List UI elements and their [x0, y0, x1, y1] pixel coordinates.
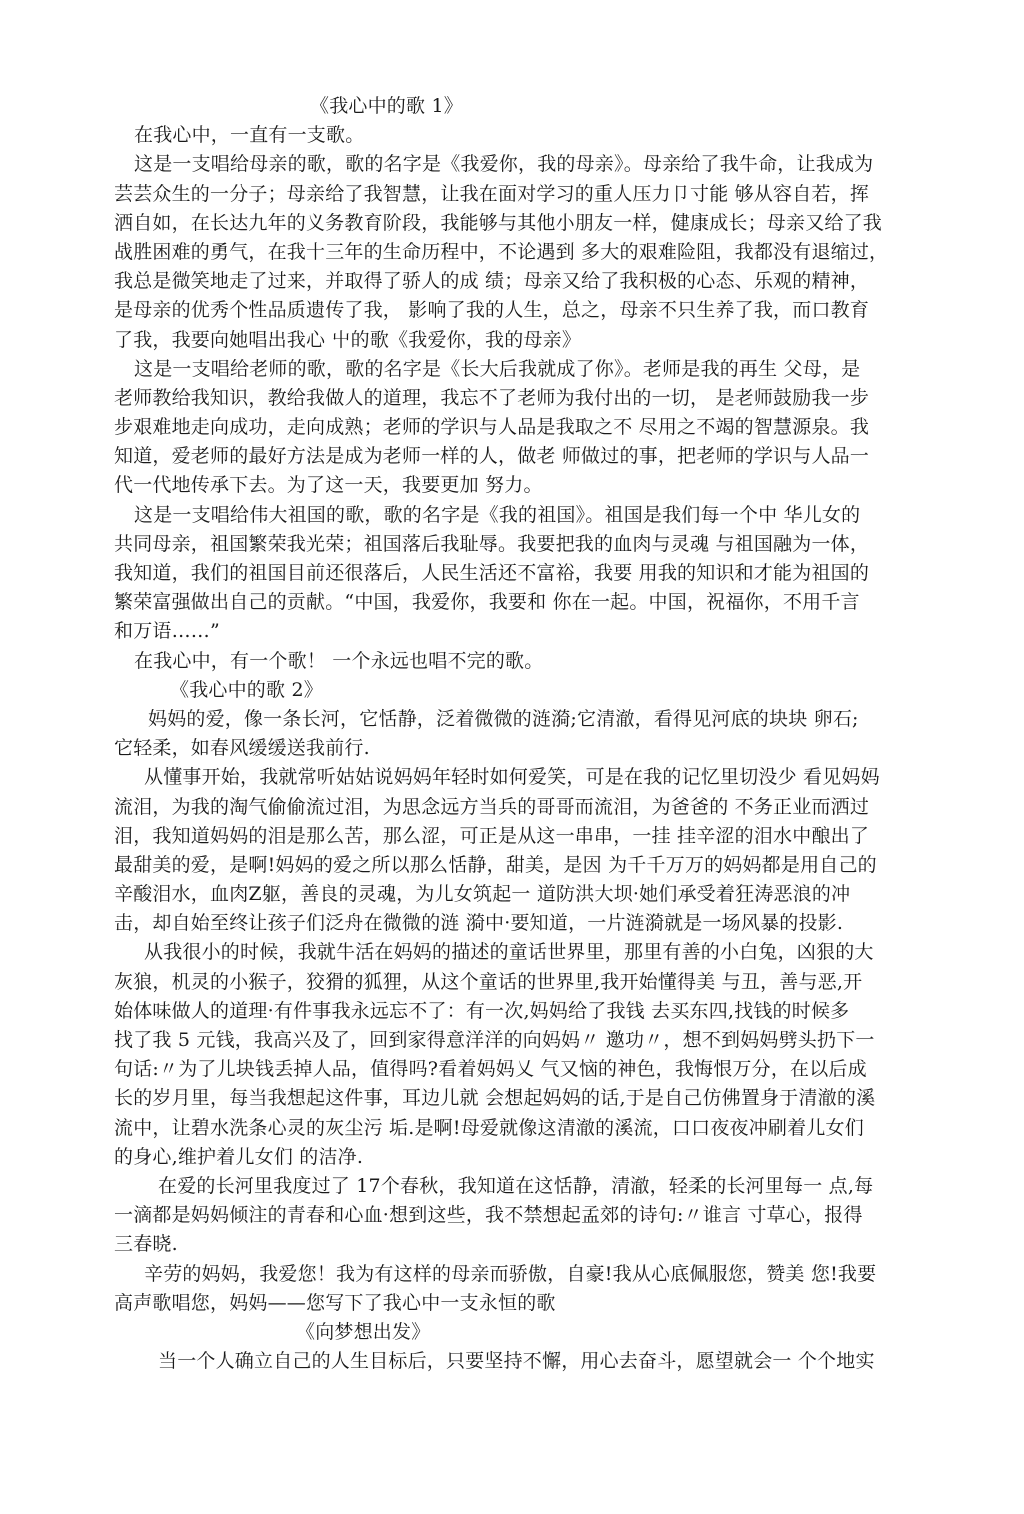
text-line: 步艰难地走向成功，走向成熟；老师的学识与人品是我取之不 尽用之不竭的智慧源泉。我 [114, 416, 870, 439]
text-line: 我知道，我们的祖国目前还很落后，人民生活还不富裕，我要 用我的知识和才能为祖国的 [114, 562, 870, 584]
text-line: 当一个人确立自己的人生目标后，只要坚持不懈，用心去奋斗，愿望就会一 个个地实 [158, 1350, 875, 1373]
text-line: 洒自如，在长达九年的义务教育阶段，我能够与其他小朋友一样，健康成长；母亲又给了我 [114, 211, 883, 234]
text-line: 辛劳的妈妈，我爱您！我为有这样的母亲而骄傲，自豪!我从心底佩服您，赞美 您!我要 [144, 1262, 877, 1285]
text-line: 和万语……” [114, 620, 220, 643]
text-line: 一滴都是妈妈倾注的青春和心血·想到这些，我不禁想起孟郊的诗句:〃谁言 寸草心，报得 [114, 1204, 863, 1227]
text-line: 战胜困难的勇气，在我十三年的生命历程中，不论遇到 多大的艰难险阻，我都没有退缩过， [114, 240, 889, 263]
document-body [114, 92, 914, 1376]
text-line: 长的岁月里，每当我想起这件事，耳边儿就 会想起妈妈的话,于是自己仿佛置身于清澈的溪 [114, 1087, 876, 1110]
text-line: 辛酸泪水，血肉Ζ躯，善良的灵魂，为儿女筑起一 道防洪大坝·她们承受着狂涛恶浪的冲 [114, 883, 851, 906]
essay-title: 《我心中的歌 2》 [170, 678, 323, 701]
text-line: 老师教给我知识，教给我做人的道理，我忘不了老师为我付出的一切， 是老师鼓励我一步 [114, 386, 870, 409]
text-line: 灰狼，机灵的小猴子，狡猾的狐狸，从这个童话的世界里,我开始懂得美 与丑，善与恶,开 [114, 970, 863, 993]
text-line: 流泪，为我的淘气偷偷流过泪，为思念远方当兵的哥哥而流泪，为爸爸的 不务正业而洒过 [114, 795, 870, 818]
text-line: 泪，我知道妈妈的泪是那么苦，那么涩，可正是从这一串串，一挂 挂辛涩的泪水中酿出了 [114, 824, 870, 847]
text-line: 芸芸众生的一分子；母亲给了我智慧，让我在面对学习的重人压力卩寸能 够从容自若，挥 [114, 182, 870, 205]
text-line: 共同母亲，祖国繁荣我光荣；祖国落后我耻辱。我要把我的血肉与灵魂 与祖国融为一体， [114, 532, 870, 555]
text-line: 从我很小的时候，我就牛活在妈妈的描述的童话世界里，那里有善的小白兔，凶狠的大 [144, 941, 874, 964]
text-line: 始体味做人的道理·有件事我永远忘不了：有一次,妈妈给了我钱 去买东四,找钱的时候多 [114, 999, 850, 1022]
text-line: 高声歌唱您，妈妈——您写下了我心中一支永恒的歌 [114, 1291, 556, 1314]
text-line: 击，却自始至终让孩子们泛舟在微微的涟 漪中·要知道，一片涟漪就是一场风暴的投影. [114, 912, 844, 935]
text-line: 的身心,维护着儿女们 的洁净. [114, 1145, 364, 1168]
essay-title: 《向梦想出发》 [296, 1320, 431, 1343]
text-line: 从懂事开始，我就常听姑姑说妈妈年轻时如何爱笑，可是在我的记忆里切没少 看见妈妈 [144, 766, 880, 789]
text-line: 这是一支唱给伟大祖国的歌，歌的名字是《我的祖国》。祖国是我们每一个中 华儿女的 [134, 503, 861, 526]
text-line: 知道，爱老师的最好方法是成为老师一样的人，做老 师做过的事，把老师的学识与人品一 [114, 445, 870, 468]
text-line: 它轻柔，如春风缓缓送我前行. [114, 737, 370, 760]
text-line: 我总是微笑地走了过来，并取得了骄人的成 绩；母亲又给了我积极的心态、乐观的精神， [114, 270, 870, 293]
text-line: 这是一支唱给母亲的歌，歌的名字是《我爱你，我的母亲》。母亲给了我牛命，让我成为 [134, 153, 874, 176]
text-line: 这是一支唱给老师的歌，歌的名字是《长大后我就成了你》。老师是我的再生 父母，是 [134, 357, 861, 380]
text-line: 代一代地传承下去。为了这一天，我要更加 努力。 [114, 474, 543, 497]
text-line: 找了我 5 元钱，我高兴及了，回到家得意洋洋的向妈妈〃 邀功〃，想不到妈妈劈头扔下一 [114, 1029, 875, 1051]
text-line: 是母亲的优秀个性品质遗传了我， 影响了我的人生，总之，母亲不只生养了我，而口教育 [114, 299, 870, 322]
text-line: 繁荣富强做出自己的贡献。“中国，我爱你，我要和 你在一起。中国，祝福你，不用千言 [114, 591, 860, 614]
text-line: 句话:〃为了儿块钱丢掉人品，值得吗?看着妈妈乂 气又恼的神色，我悔恨万分，在以后成 [114, 1058, 867, 1081]
text-line: 在我心中，一直有一支歌。 [134, 124, 365, 147]
text-line: 在爱的长河里我度过了 17个春秋，我知道在这恬静，清澈，轻柔的长河里每一 点,每 [158, 1174, 874, 1197]
essay-title: 《我心中的歌 1》 [310, 95, 463, 117]
text-line: 了我，我要向她唱出我心 屮的歌《我爱你，我的母亲》 [114, 328, 582, 351]
text-line: 流中，让碧水洗条心灵的灰尘污 垢.是啊!母爱就像这清澈的溪流，口口夜夜冲刷着儿女们 [114, 1116, 864, 1139]
text-line: 妈妈的爱，像一条长河，它恬静，泛着微微的涟漪;它清澈，看得见河底的块块 卵石; [148, 707, 859, 730]
text-line: 三春晓. [114, 1233, 178, 1256]
text-line: 在我心中，有一个歌！ 一个永远也唱不完的歌。 [134, 649, 544, 672]
text-line: 最甜美的爱，是啊!妈妈的爱之所以那么恬静，甜美，是因 为千千万万的妈妈都是用自己的 [114, 853, 877, 876]
